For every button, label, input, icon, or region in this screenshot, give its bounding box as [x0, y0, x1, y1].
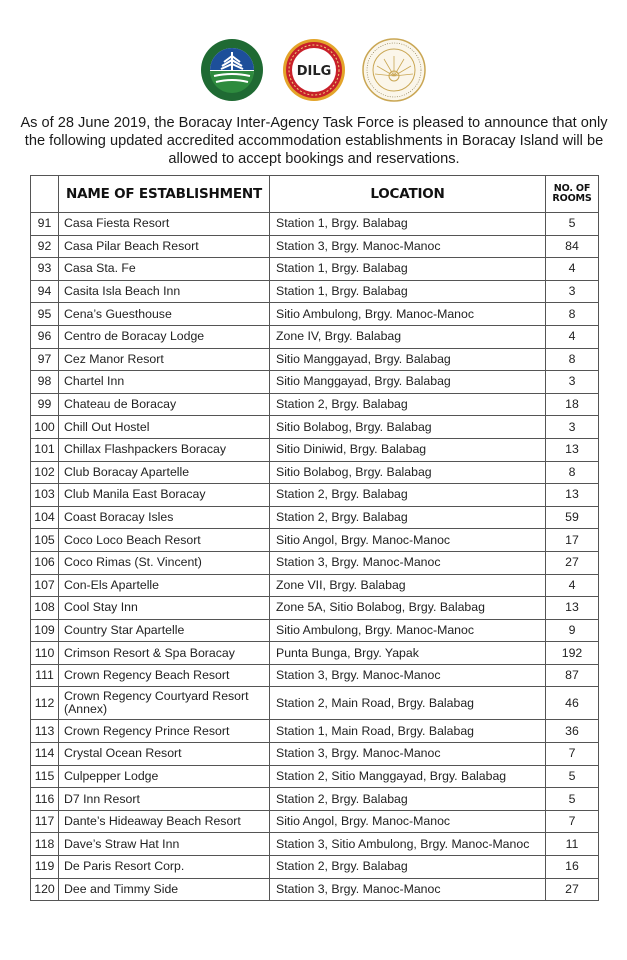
- table-row: [31, 743, 599, 766]
- establishment-name: Crimson Resort & Spa Boracay: [59, 642, 270, 665]
- table-row: [31, 461, 599, 484]
- table-row: [31, 348, 599, 371]
- header-name: NAME OF ESTABLISHMENT: [59, 176, 270, 213]
- establishment-location: Station 2, Sitio Manggayad, Brgy. Balabag: [270, 765, 546, 788]
- table-row: [31, 720, 599, 743]
- establishment-name: Chateau de Boracay: [59, 393, 270, 416]
- establishment-name: Crown Regency Prince Resort: [59, 720, 270, 743]
- establishment-location: Zone 5A, Sitio Bolabog, Brgy. Balabag: [270, 597, 546, 620]
- establishment-name: Club Manila East Boracay: [59, 484, 270, 507]
- row-number: 106: [31, 551, 59, 574]
- announcement-text: [14, 114, 614, 168]
- establishment-name: Dee and Timmy Side: [59, 878, 270, 901]
- establishment-name: Casita Isla Beach Inn: [59, 280, 270, 303]
- room-count: 84: [546, 235, 599, 258]
- row-number: 91: [31, 213, 59, 236]
- establishment-location: Station 3, Brgy. Manoc-Manoc: [270, 878, 546, 901]
- establishment-location: Sitio Diniwid, Brgy. Balabag: [270, 438, 546, 461]
- table-row: [31, 765, 599, 788]
- establishment-location: Station 1, Main Road, Brgy. Balabag: [270, 720, 546, 743]
- establishments-table: [30, 175, 599, 901]
- establishment-location: Sitio Ambulong, Brgy. Manoc-Manoc: [270, 303, 546, 326]
- row-number: 95: [31, 303, 59, 326]
- table-header-row: [31, 176, 599, 213]
- establishment-location: Station 2, Brgy. Balabag: [270, 484, 546, 507]
- row-number: 113: [31, 720, 59, 743]
- establishment-name: Coast Boracay Isles: [59, 506, 270, 529]
- table-row: [31, 325, 599, 348]
- row-number: 110: [31, 642, 59, 665]
- row-number: 115: [31, 765, 59, 788]
- agency-logos: [0, 38, 627, 106]
- row-number: 92: [31, 235, 59, 258]
- establishment-location: Station 3, Sitio Ambulong, Brgy. Manoc-Manoc: [270, 833, 546, 856]
- establishment-name: Casa Sta. Fe: [59, 258, 270, 281]
- room-count: 13: [546, 438, 599, 461]
- room-count: 11: [546, 833, 599, 856]
- table-row: [31, 303, 599, 326]
- establishment-name: Crown Regency Beach Resort: [59, 664, 270, 687]
- establishment-location: Zone IV, Brgy. Balabag: [270, 325, 546, 348]
- table-row: [31, 597, 599, 620]
- table-row: [31, 810, 599, 833]
- dilg-logo-text: DILG: [296, 64, 332, 79]
- establishment-name: Club Boracay Apartelle: [59, 461, 270, 484]
- table-row: [31, 664, 599, 687]
- room-count: 8: [546, 303, 599, 326]
- room-count: 192: [546, 642, 599, 665]
- establishment-name: Coco Loco Beach Resort: [59, 529, 270, 552]
- denr-seal-logo: [200, 38, 264, 102]
- table-row: [31, 551, 599, 574]
- announcement-line: allowed to accept bookings and reservations.: [168, 151, 460, 167]
- header-rooms-line1: NO. OF: [553, 183, 591, 194]
- establishment-location: Zone VII, Brgy. Balabag: [270, 574, 546, 597]
- table-row: [31, 642, 599, 665]
- establishment-location: Sitio Ambulong, Brgy. Manoc-Manoc: [270, 619, 546, 642]
- establishment-name: Crystal Ocean Resort: [59, 743, 270, 766]
- room-count: 18: [546, 393, 599, 416]
- establishment-location: Station 2, Brgy. Balabag: [270, 788, 546, 811]
- table-row: [31, 833, 599, 856]
- row-number: 120: [31, 878, 59, 901]
- row-number: 108: [31, 597, 59, 620]
- room-count: 5: [546, 788, 599, 811]
- establishment-name: Casa Pilar Beach Resort: [59, 235, 270, 258]
- row-number: 117: [31, 810, 59, 833]
- establishment-location: Sitio Angol, Brgy. Manoc-Manoc: [270, 529, 546, 552]
- header-location: LOCATION: [270, 176, 546, 213]
- establishment-name: Casa Fiesta Resort: [59, 213, 270, 236]
- row-number: 94: [31, 280, 59, 303]
- establishment-location: Station 3, Brgy. Manoc-Manoc: [270, 551, 546, 574]
- table-row: [31, 235, 599, 258]
- row-number: 96: [31, 325, 59, 348]
- establishment-name: Dave’s Straw Hat Inn: [59, 833, 270, 856]
- establishment-location: Station 2, Brgy. Balabag: [270, 856, 546, 879]
- row-number: 104: [31, 506, 59, 529]
- row-number: 101: [31, 438, 59, 461]
- establishment-location: Station 2, Brgy. Balabag: [270, 506, 546, 529]
- table-row: [31, 213, 599, 236]
- row-number: 97: [31, 348, 59, 371]
- room-count: 7: [546, 743, 599, 766]
- room-count: 16: [546, 856, 599, 879]
- establishment-name: Culpepper Lodge: [59, 765, 270, 788]
- table-row: [31, 393, 599, 416]
- row-number: 105: [31, 529, 59, 552]
- header-rooms: [546, 176, 599, 213]
- row-number: 118: [31, 833, 59, 856]
- table-row: [31, 529, 599, 552]
- row-number: 114: [31, 743, 59, 766]
- room-count: 13: [546, 597, 599, 620]
- establishment-location: Station 2, Main Road, Brgy. Balabag: [270, 687, 546, 720]
- dilg-seal-logo: [282, 38, 346, 102]
- table-row: [31, 856, 599, 879]
- establishment-name: Cool Stay Inn: [59, 597, 270, 620]
- establishment-name: Coco Rimas (St. Vincent): [59, 551, 270, 574]
- room-count: 8: [546, 461, 599, 484]
- room-count: 4: [546, 258, 599, 281]
- room-count: 8: [546, 348, 599, 371]
- room-count: 7: [546, 810, 599, 833]
- room-count: 46: [546, 687, 599, 720]
- establishment-location: Punta Bunga, Brgy. Yapak: [270, 642, 546, 665]
- room-count: 3: [546, 416, 599, 439]
- establishment-location: Station 3, Brgy. Manoc-Manoc: [270, 664, 546, 687]
- row-number: 103: [31, 484, 59, 507]
- room-count: 17: [546, 529, 599, 552]
- table-row: [31, 371, 599, 394]
- table-row: [31, 258, 599, 281]
- room-count: 5: [546, 213, 599, 236]
- room-count: 27: [546, 878, 599, 901]
- establishment-name: Dante’s Hideaway Beach Resort: [59, 810, 270, 833]
- announcement-line: As of 28 June 2019, the Boracay Inter-Agency Task Force is pleased to announce that only: [20, 115, 608, 131]
- row-number: 98: [31, 371, 59, 394]
- establishment-name: Cez Manor Resort: [59, 348, 270, 371]
- row-number: 99: [31, 393, 59, 416]
- establishment-name: Cena’s Guesthouse: [59, 303, 270, 326]
- room-count: 27: [546, 551, 599, 574]
- table-row: [31, 280, 599, 303]
- table-row: [31, 574, 599, 597]
- establishment-location: Sitio Bolabog, Brgy. Balabag: [270, 416, 546, 439]
- establishment-name: Country Star Apartelle: [59, 619, 270, 642]
- table-row: [31, 788, 599, 811]
- room-count: 13: [546, 484, 599, 507]
- room-count: 3: [546, 371, 599, 394]
- establishment-name: Centro de Boracay Lodge: [59, 325, 270, 348]
- dot-seal-logo: [362, 38, 426, 102]
- room-count: 9: [546, 619, 599, 642]
- establishment-name: Crown Regency Courtyard Resort (Annex): [59, 687, 270, 720]
- table-row: [31, 619, 599, 642]
- room-count: 5: [546, 765, 599, 788]
- establishment-location: Station 3, Brgy. Manoc-Manoc: [270, 743, 546, 766]
- establishment-location: Sitio Manggayad, Brgy. Balabag: [270, 348, 546, 371]
- row-number: 107: [31, 574, 59, 597]
- table-row: [31, 506, 599, 529]
- room-count: 87: [546, 664, 599, 687]
- establishment-name: Con-Els Apartelle: [59, 574, 270, 597]
- room-count: 4: [546, 574, 599, 597]
- establishment-name: Chill Out Hostel: [59, 416, 270, 439]
- header-number: [31, 176, 59, 213]
- room-count: 59: [546, 506, 599, 529]
- row-number: 102: [31, 461, 59, 484]
- establishment-location: Station 3, Brgy. Manoc-Manoc: [270, 235, 546, 258]
- header-rooms-line2: ROOMS: [552, 193, 592, 204]
- establishment-location: Station 1, Brgy. Balabag: [270, 258, 546, 281]
- table-row: [31, 878, 599, 901]
- row-number: 93: [31, 258, 59, 281]
- row-number: 100: [31, 416, 59, 439]
- room-count: 3: [546, 280, 599, 303]
- establishment-location: Station 1, Brgy. Balabag: [270, 280, 546, 303]
- announcement-line: the following updated accredited accommodation establishments in Boracay Island will be: [24, 133, 604, 149]
- table-row: [31, 438, 599, 461]
- establishment-name: Chillax Flashpackers Boracay: [59, 438, 270, 461]
- establishment-location: Sitio Bolabog, Brgy. Balabag: [270, 461, 546, 484]
- establishment-name: D7 Inn Resort: [59, 788, 270, 811]
- row-number: 111: [31, 664, 59, 687]
- establishment-location: Station 1, Brgy. Balabag: [270, 213, 546, 236]
- establishment-location: Sitio Angol, Brgy. Manoc-Manoc: [270, 810, 546, 833]
- room-count: 4: [546, 325, 599, 348]
- establishment-name: Chartel Inn: [59, 371, 270, 394]
- establishment-name: De Paris Resort Corp.: [59, 856, 270, 879]
- establishment-location: Sitio Manggayad, Brgy. Balabag: [270, 371, 546, 394]
- table-row: [31, 484, 599, 507]
- row-number: 116: [31, 788, 59, 811]
- table-row: [31, 687, 599, 720]
- row-number: 112: [31, 687, 59, 720]
- room-count: 36: [546, 720, 599, 743]
- row-number: 109: [31, 619, 59, 642]
- establishment-location: Station 2, Brgy. Balabag: [270, 393, 546, 416]
- row-number: 119: [31, 856, 59, 879]
- table-row: [31, 416, 599, 439]
